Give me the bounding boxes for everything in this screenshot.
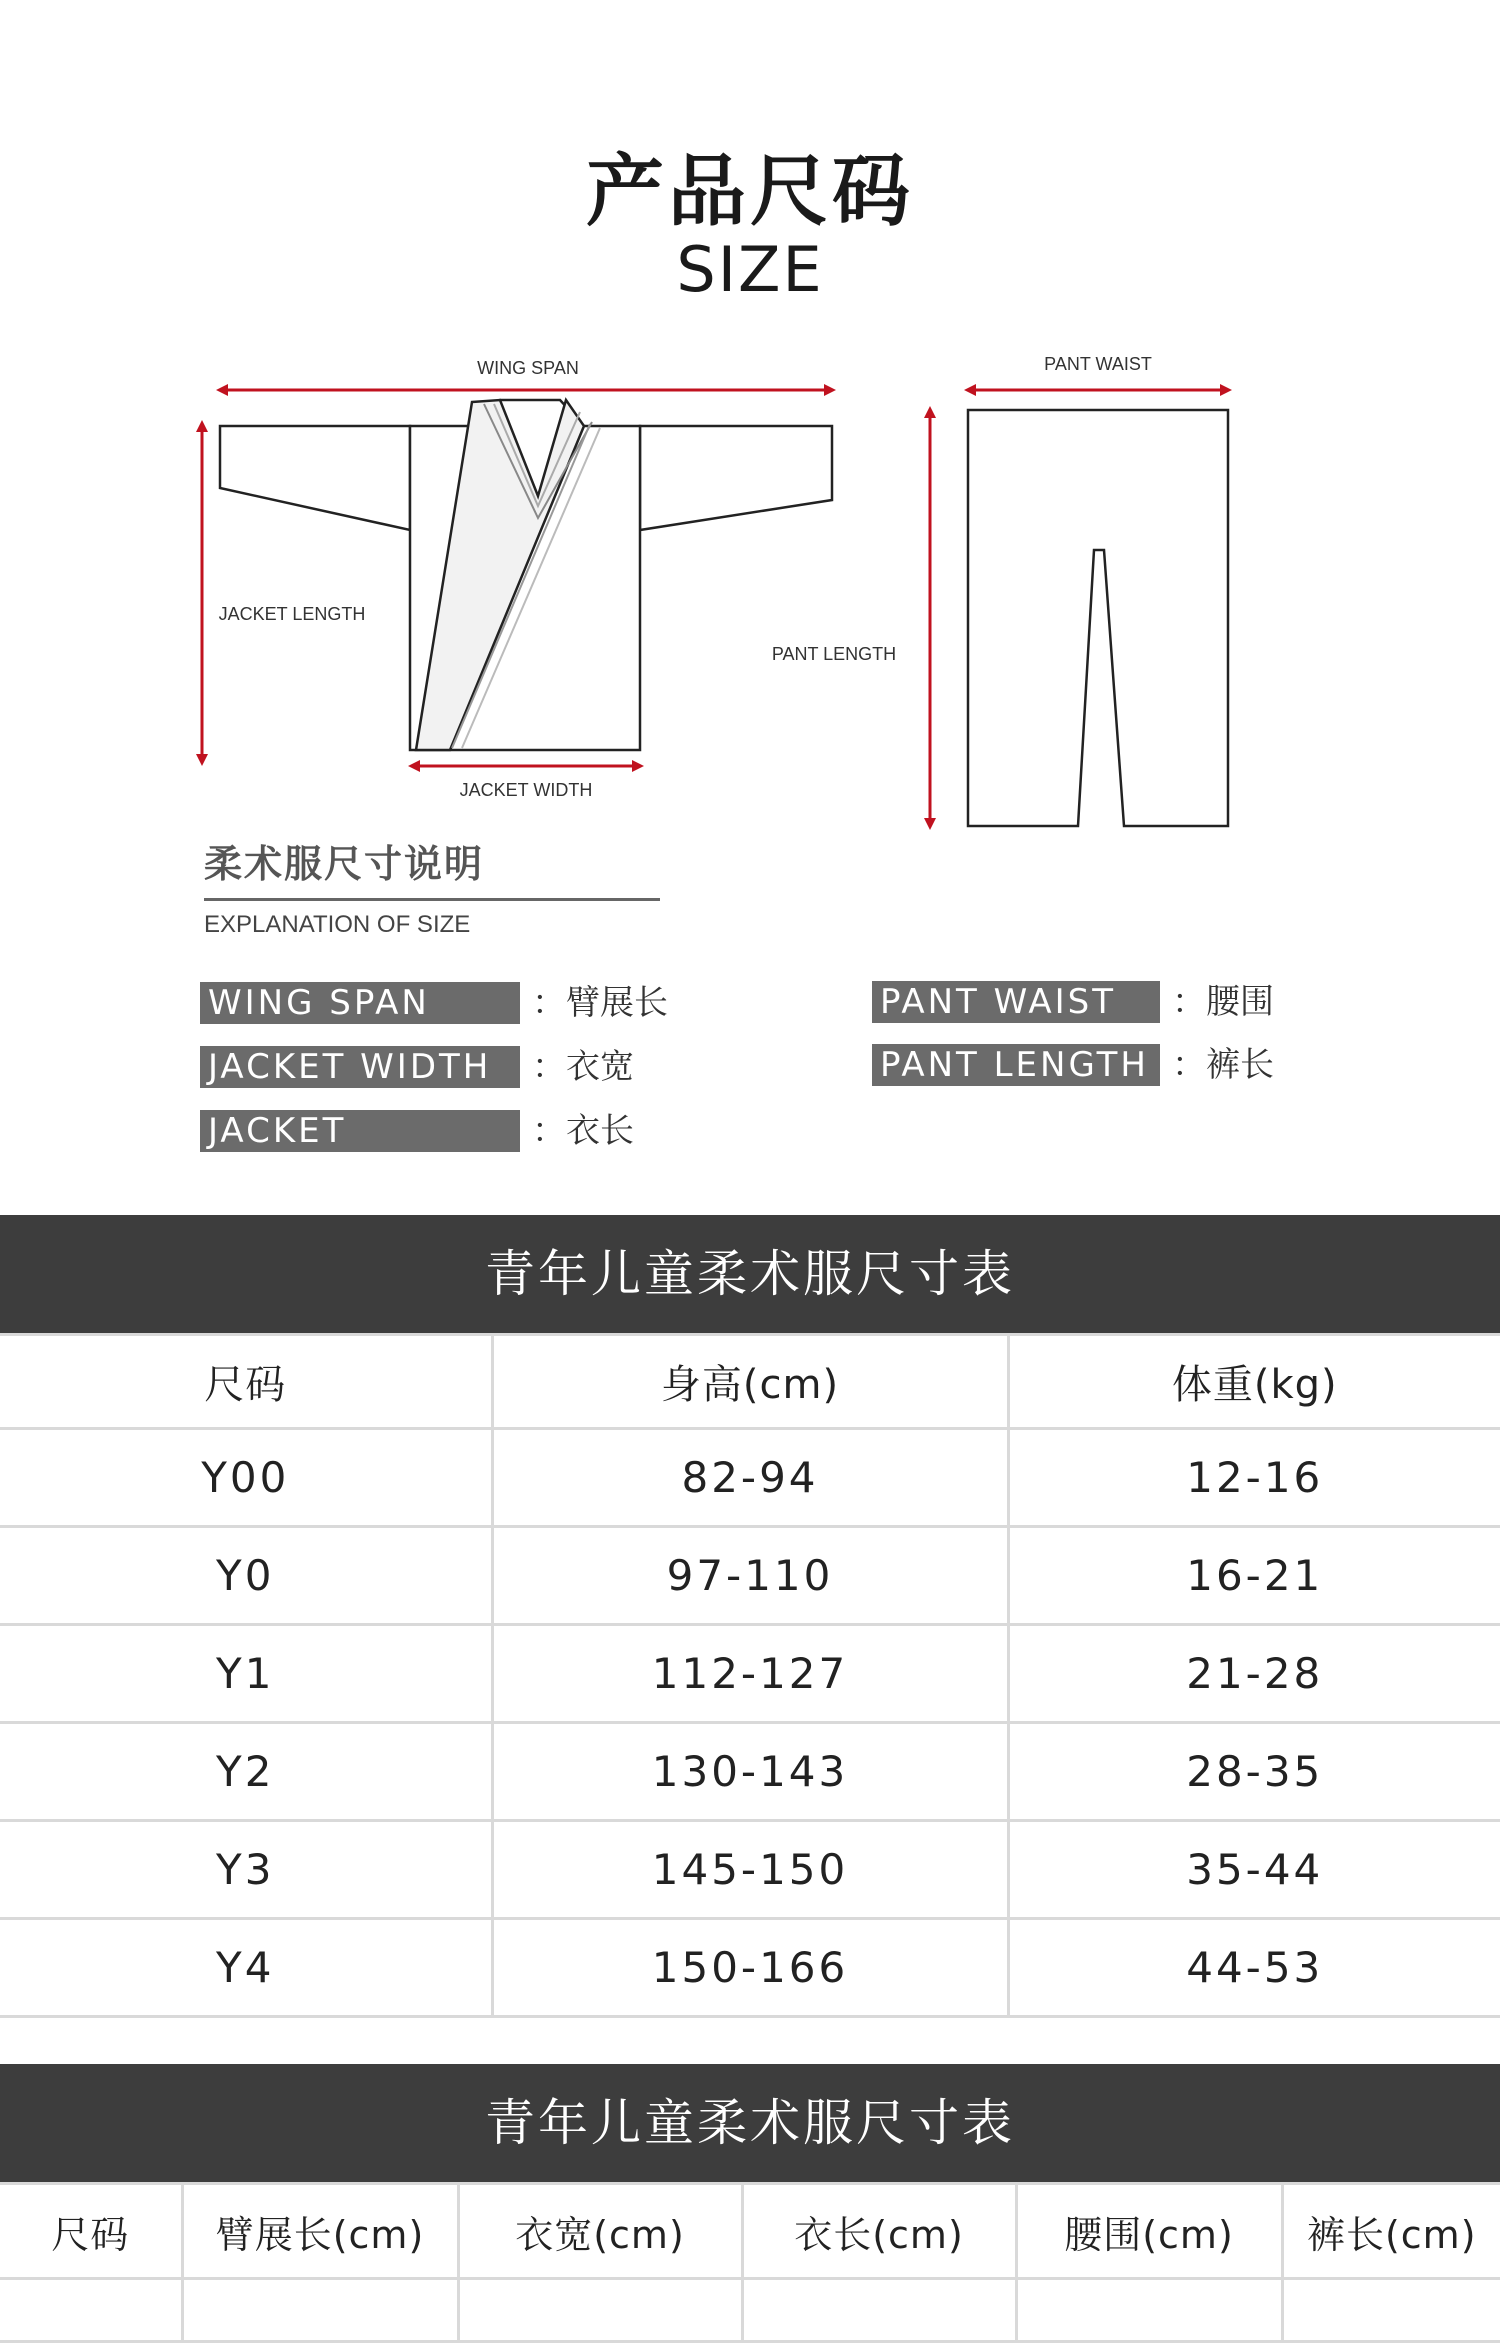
- legend-item-pant-waist: [872, 981, 1274, 1023]
- page-title: 产品尺码: [585, 147, 914, 237]
- table-row: [0, 1429, 1500, 1527]
- table-header-row: [0, 1335, 1500, 1429]
- table-cell: [458, 2279, 742, 2342]
- column-header: 衣宽(cm): [458, 2184, 742, 2279]
- table-row: [0, 1919, 1500, 2017]
- column-header: 腰围(cm): [1016, 2184, 1282, 2279]
- table-cell: Y4: [0, 1919, 492, 2017]
- table-cell: [742, 2279, 1016, 2342]
- pant-illustration: [968, 410, 1228, 826]
- table-row: [0, 1527, 1500, 1625]
- table-cell: Y00: [0, 1429, 492, 1527]
- legend-tag: JACKET WIDTH: [200, 1046, 520, 1088]
- legend-tag: PANT WAIST: [872, 981, 1160, 1023]
- label-jacket-width: JACKET WIDTH: [459, 780, 593, 800]
- column-header: 尺码: [0, 2184, 182, 2279]
- legend-item-wing-span: [200, 982, 668, 1024]
- table-header-row: [0, 2184, 1500, 2279]
- table-cell: 145-150: [492, 1821, 1008, 1919]
- table-cell: 97-110: [492, 1527, 1008, 1625]
- legend-item-jacket-length: [200, 1110, 634, 1193]
- legend-meaning: ：腰围: [1172, 982, 1274, 1022]
- legend-item-pant-length: [872, 1044, 1274, 1086]
- legend-meaning: ：臂展长: [532, 983, 668, 1023]
- table-cell: 44-53: [1008, 1919, 1500, 2017]
- size-table-2-title: 青年儿童柔术服尺寸表: [0, 2064, 1500, 2182]
- table-cell: 12-16: [1008, 1429, 1500, 1527]
- column-header: 臂展长(cm): [182, 2184, 458, 2279]
- page-subtitle: SIZE: [676, 233, 824, 306]
- table-cell: 112-127: [492, 1625, 1008, 1723]
- table-cell: 16-21: [1008, 1527, 1500, 1625]
- legend-tag: JACKET LENGTH: [200, 1110, 520, 1152]
- legend-meaning: ：衣宽: [532, 1047, 634, 1087]
- legend-meaning: ：裤长: [1172, 1045, 1274, 1085]
- label-jacket-length: JACKET LENGTH: [218, 604, 366, 624]
- size-table-title: 青年儿童柔术服尺寸表: [0, 1215, 1500, 1333]
- table-row: [0, 1821, 1500, 1919]
- table-cell: 150-166: [492, 1919, 1008, 2017]
- explanation-subtitle: EXPLANATION OF SIZE: [204, 911, 471, 938]
- label-pant-waist: PANT WAIST: [1044, 354, 1152, 374]
- table-cell: [1282, 2279, 1500, 2342]
- legend-tag: WING SPAN: [200, 982, 520, 1024]
- table-cell: [0, 2279, 182, 2342]
- column-header: 衣长(cm): [742, 2184, 1016, 2279]
- label-wing-span: WING SPAN: [477, 358, 579, 378]
- table-cell: 21-28: [1008, 1625, 1500, 1723]
- column-header: 裤长(cm): [1282, 2184, 1500, 2279]
- table-cell: 35-44: [1008, 1821, 1500, 1919]
- size-table: [0, 1333, 1500, 2018]
- legend-item-jacket-width: [200, 1046, 634, 1088]
- table-row: [0, 2279, 1500, 2342]
- explanation-divider: [204, 898, 660, 901]
- table-cell: Y0: [0, 1527, 492, 1625]
- table-cell: [1016, 2279, 1282, 2342]
- table-cell: Y2: [0, 1723, 492, 1821]
- label-pant-length: PANT LENGTH: [771, 644, 897, 664]
- legend-meaning: ：衣长: [532, 1111, 634, 1151]
- table-row: [0, 1625, 1500, 1723]
- table-cell: [182, 2279, 458, 2342]
- column-header: 身高(cm): [492, 1335, 1008, 1429]
- table-cell: Y3: [0, 1821, 492, 1919]
- column-header: 尺码: [0, 1335, 492, 1429]
- table-cell: Y1: [0, 1625, 492, 1723]
- table-row: [0, 1723, 1500, 1821]
- legend-tag: PANT LENGTH: [872, 1044, 1160, 1086]
- table-cell: 130-143: [492, 1723, 1008, 1821]
- table-cell: 28-35: [1008, 1723, 1500, 1821]
- column-header: 体重(kg): [1008, 1335, 1500, 1429]
- table-cell: 82-94: [492, 1429, 1008, 1527]
- explanation-title: 柔术服尺寸说明: [204, 842, 485, 886]
- size-table-2: [0, 2182, 1500, 2343]
- size-diagram: [0, 330, 1500, 850]
- jacket-illustration: [220, 400, 832, 750]
